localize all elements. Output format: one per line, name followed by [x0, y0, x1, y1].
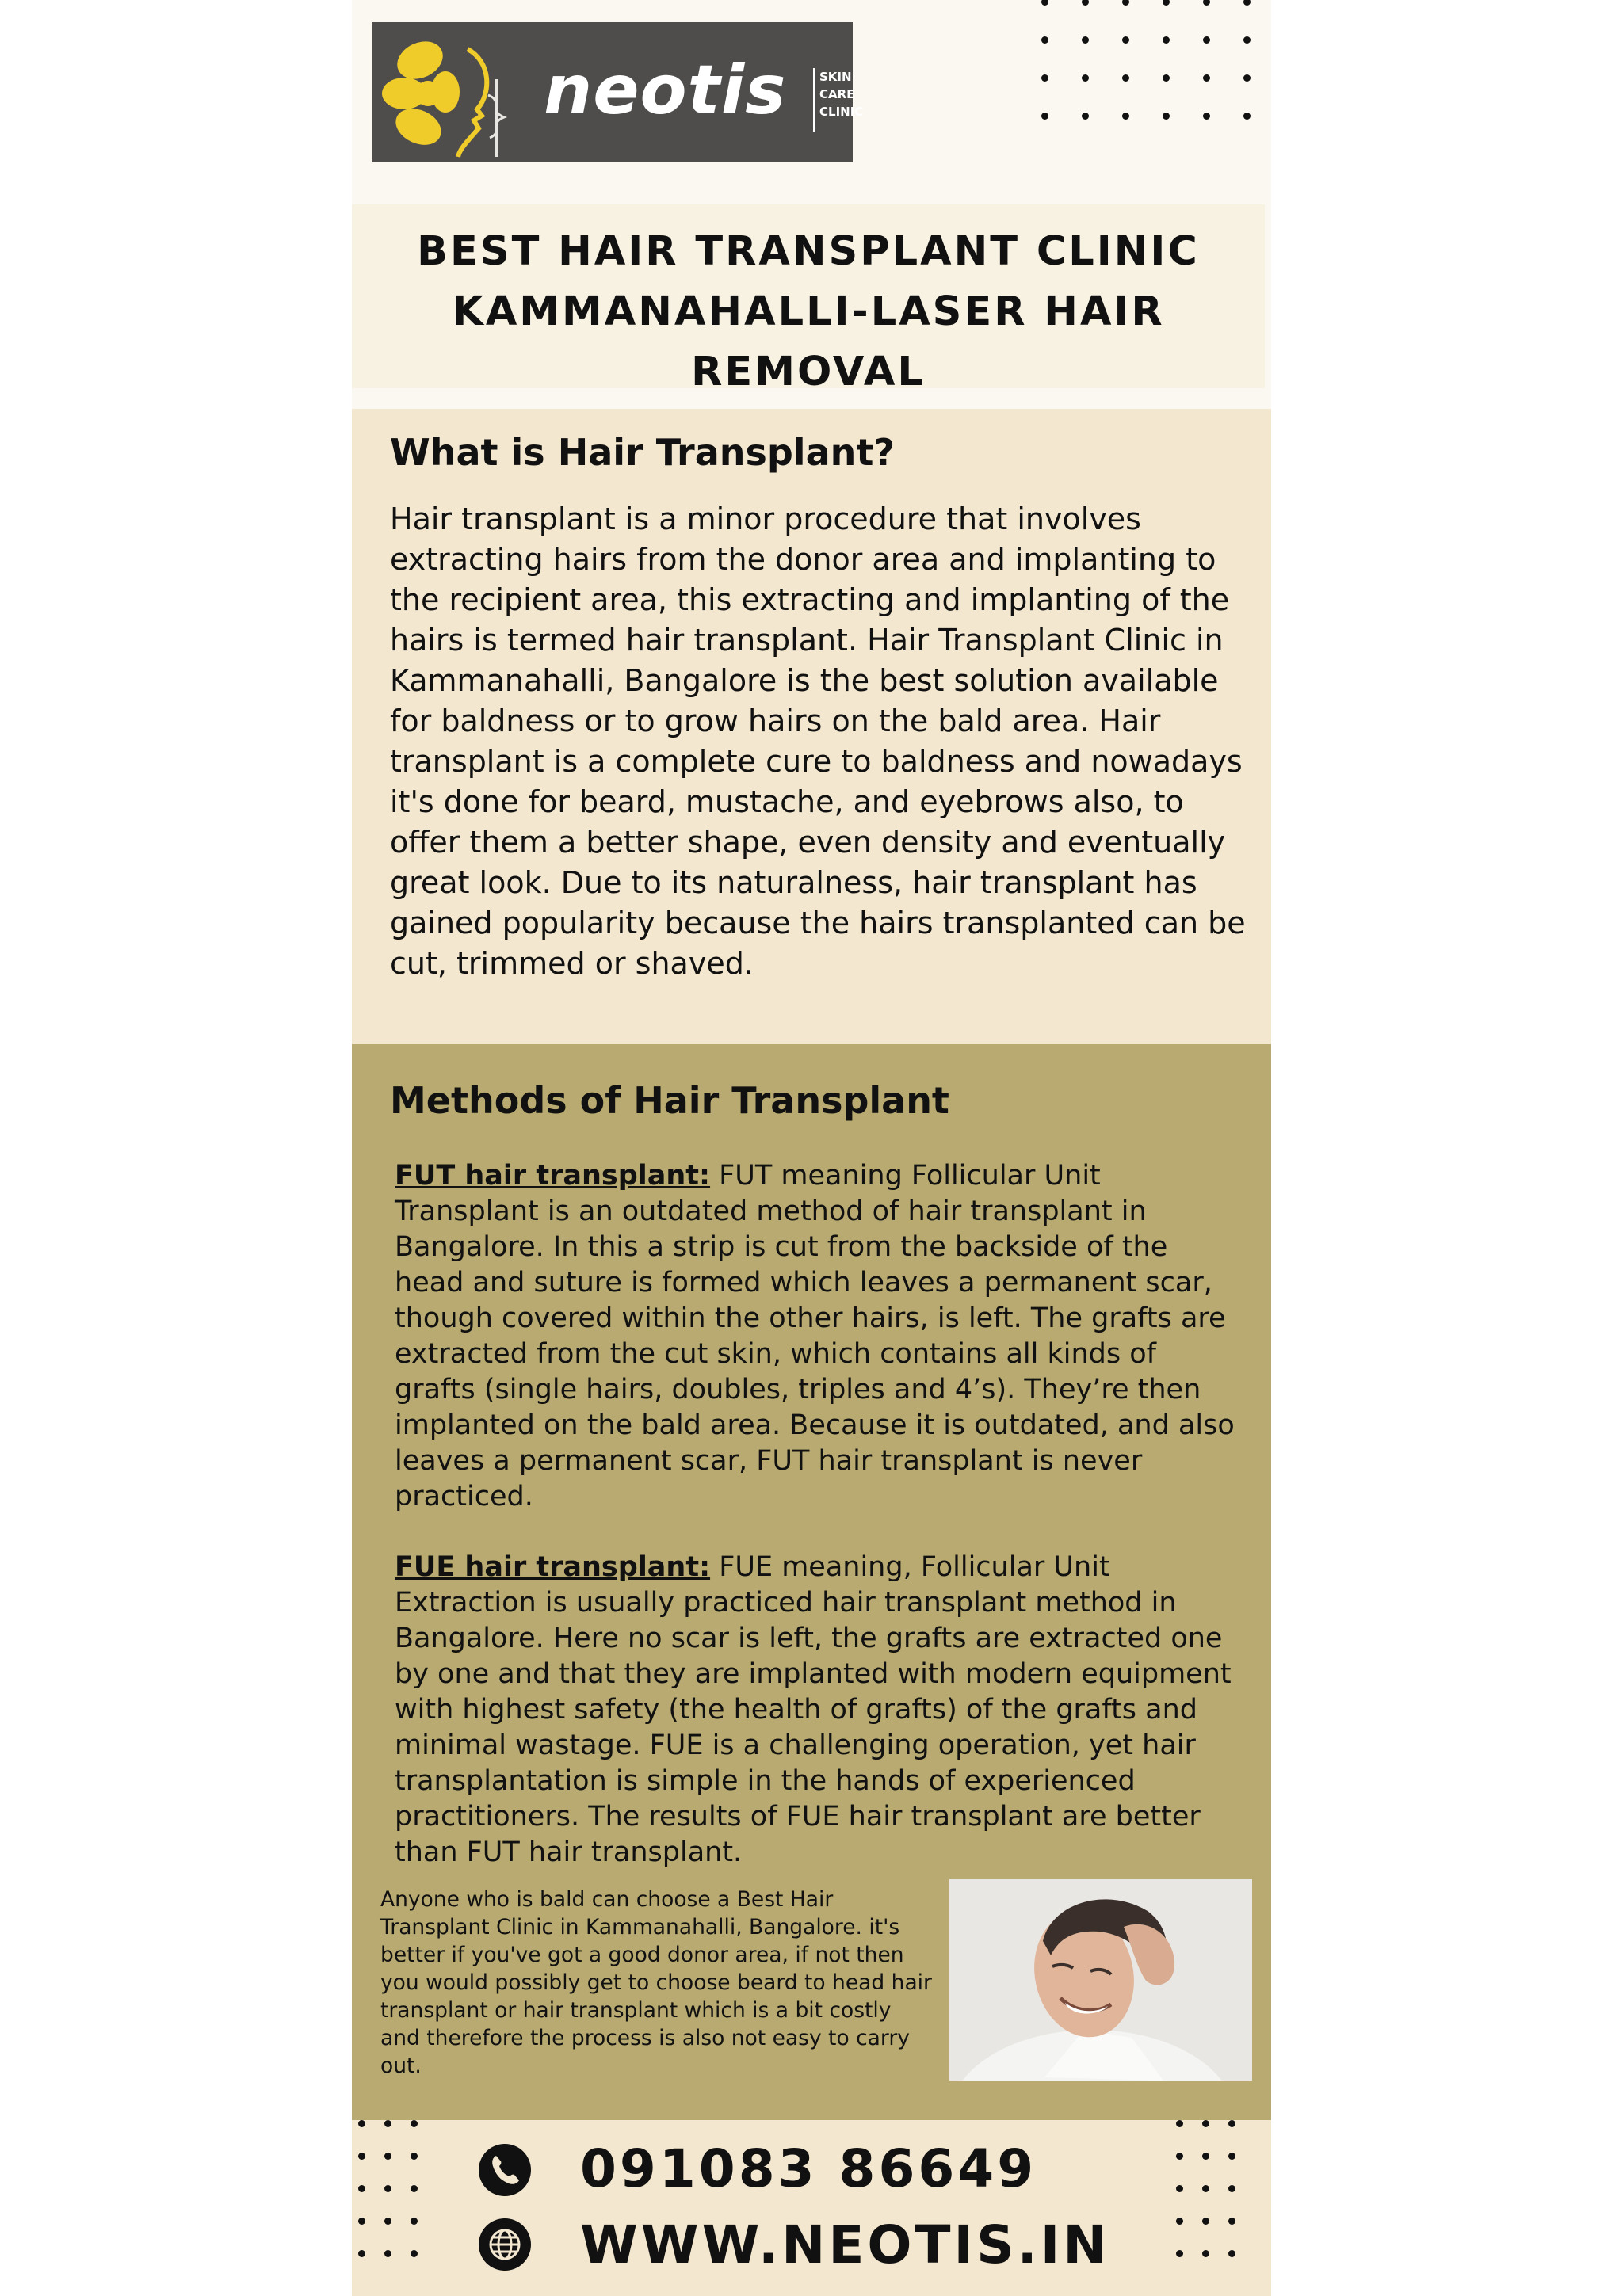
title-band: [352, 204, 1265, 395]
poster: [352, 0, 1271, 2296]
fut-label: FUT hair transplant:: [395, 1160, 711, 1192]
logo-tagline: SKIN CARE CLINIC: [819, 70, 864, 119]
fut-text: FUT meaning Follicular Unit Transplant is an outdated method of hair transplant in Bangalore. In this a strip is cut from the backside of the head and suture is formed which leaves a permanent scar, though covered within the other hairs, is left. The grafts are extracted from the cut skin, which contains all kinds of grafts (single hairs, doubles, triples and 4’s). They’re then implanted on the bald area. Because it is outdated, and also leaves a permanent scar, FUT hair transplant is never practiced.: [395, 1160, 1235, 1512]
flower-face-logo-icon: [372, 22, 531, 162]
methods-section: [352, 1044, 1271, 2120]
clinic-logo[interactable]: [372, 22, 864, 162]
page-title: BEST HAIR TRANSPLANT CLINIC KAMMANAHALLI-LASER HAIR REMOVAL: [417, 228, 1200, 395]
decorative-dots-left: [358, 2120, 418, 2257]
smiling-man-photo: [949, 1879, 1252, 2081]
contact-band: [352, 2120, 1271, 2296]
phone-icon: [477, 2142, 533, 2198]
section-body: Hair transplant is a minor procedure that involves extracting hairs from the donor area and implanting to the recipient area, this extracting and implanting of the hairs is termed hair transplant. Hair Transplant Clinic in Kammanahalli, Bangalore is the best solution available for baldness or to grow hairs on the bald area. Hair transplant is a complete cure to baldness and nowadays it's done for beard, mustache, and eyebrows also, to offer them a better shape, even density and eventually great look. Due to its naturalness, hair transplant has gained popularity because the hairs transplanted can be cut, trimmed or shaved.: [390, 502, 1246, 981]
decorative-dots-right: [1176, 2120, 1235, 2257]
fue-text: FUE meaning, Follicular Unit Extraction is usually practiced hair transplant method in Bangalore. Here no scar is left, the grafts are extracted one by one and that they are implanted with modern equipment with highest safety (the health of grafts) of the grafts and minimal wastage. FUE is a challenging operation, yet hair transplantation is simple in the hands of experienced practitioners. The results of FUE hair transplant are better than FUT hair transplant.: [395, 1551, 1232, 1868]
decorative-dots-top: [1041, 0, 1251, 120]
closing-note: Anyone who is bald can choose a Best Hair Transplant Clinic in Kammanahalli, Bangalore. it's better if you've got a good donor area, if not then you would possibly get to choose beard to head hair transplant or hair transplant which is a bit costly and therefore the process is also not easy to carry out.: [380, 1887, 932, 2078]
what-is-hair-transplant-section: [352, 409, 1271, 1044]
section-heading: What is Hair Transplant?: [390, 431, 896, 474]
logo-wordmark: neotis: [544, 51, 787, 130]
fue-label: FUE hair transplant:: [395, 1551, 711, 1583]
phone-number-link[interactable]: 091083 86649: [580, 2138, 1037, 2199]
website-link[interactable]: WWW.NEOTIS.IN: [580, 2214, 1110, 2275]
section-heading: Methods of Hair Transplant: [390, 1079, 949, 1122]
globe-icon: [477, 2217, 533, 2272]
fut-paragraph: [395, 1158, 1243, 1515]
fue-paragraph: [395, 1550, 1243, 1871]
logo-divider: [813, 68, 815, 132]
